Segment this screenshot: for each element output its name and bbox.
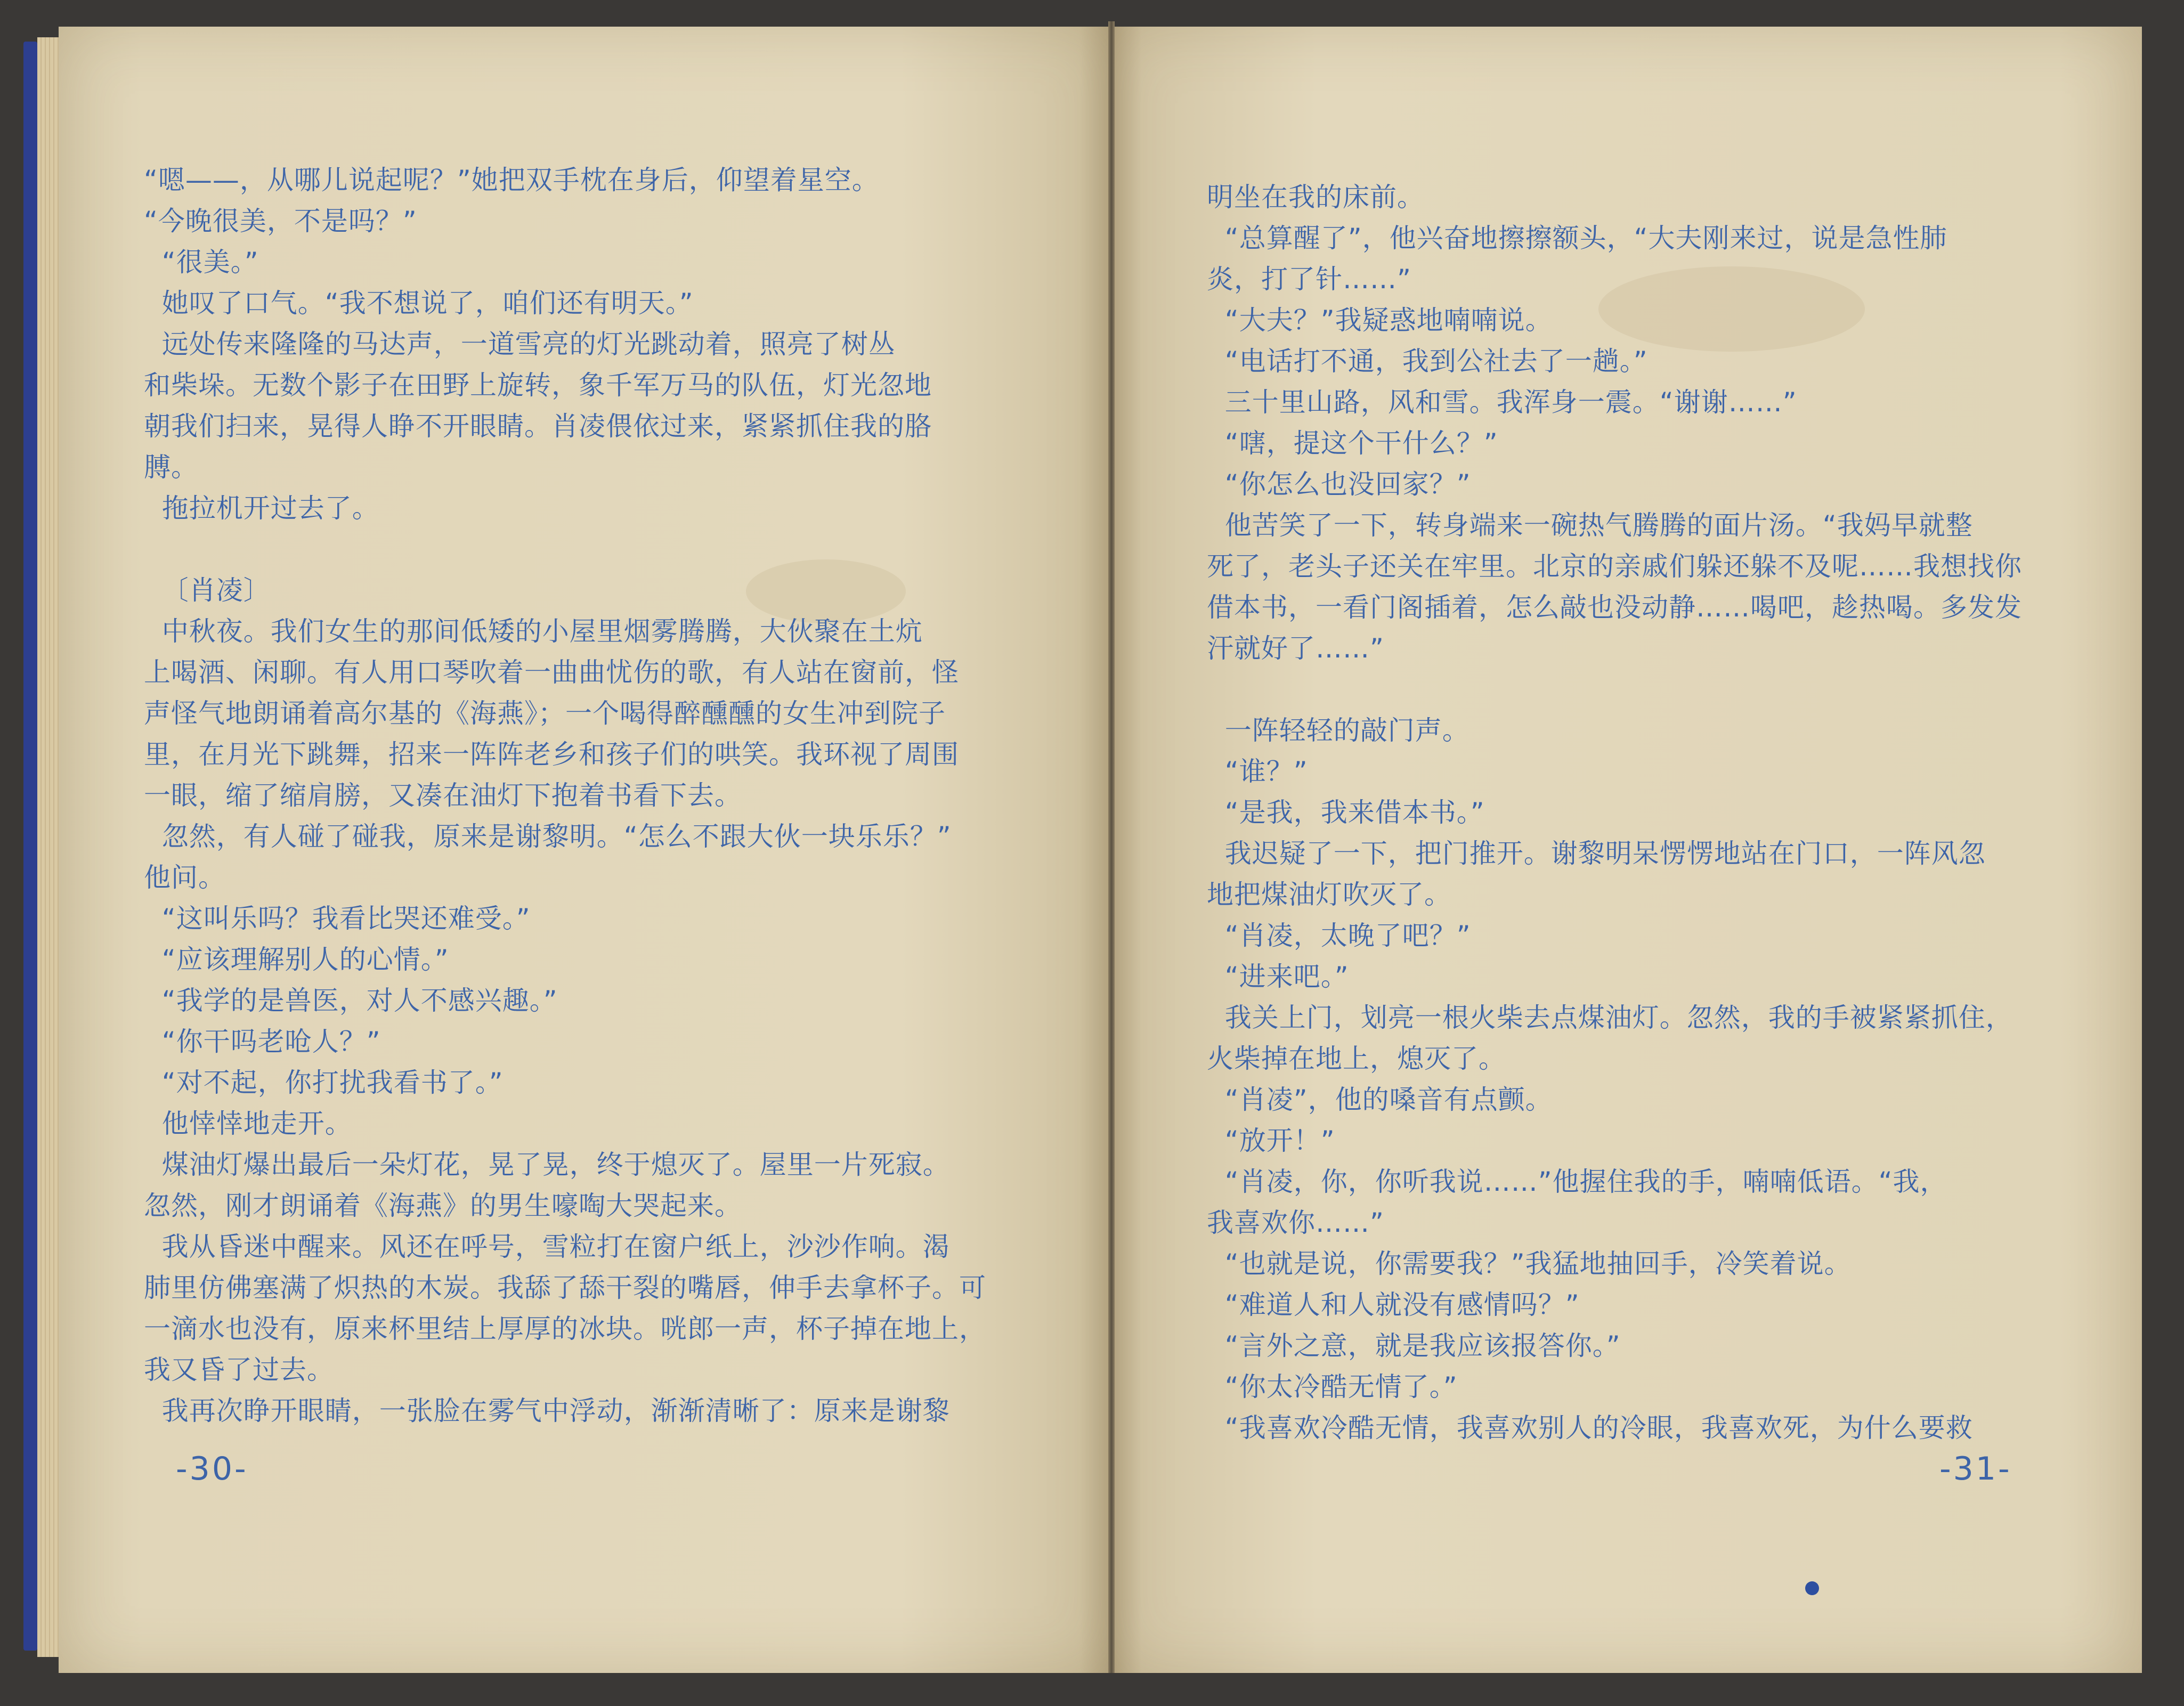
- text-line: “谁？”: [1207, 756, 1308, 787]
- text-line: 肺里仿佛塞满了炽热的木炭。我舔了舔干裂的嘴唇，伸手去拿杯子。可: [144, 1272, 986, 1303]
- text-line: “大夫？”我疑惑地喃喃说。: [1207, 305, 1553, 336]
- text-line: “肖凌”，他的嗓音有点颤。: [1207, 1084, 1553, 1115]
- text-line: 一滴水也没有，原来杯里结上厚厚的冰块。咣郎一声，杯子掉在地上，: [144, 1313, 986, 1344]
- text-line: 忽然，有人碰了碰我，原来是谢黎明。“怎么不跟大伙一块乐乐？”: [144, 821, 952, 852]
- text-line: “难道人和人就没有感情吗？”: [1207, 1289, 1580, 1320]
- text-line: “总算醒了”，他兴奋地擦擦额头，“大夫刚来过，说是急性肺: [1207, 223, 1947, 254]
- text-line: “言外之意，就是我应该报答你。”: [1207, 1330, 1621, 1361]
- text-line: 上喝酒、闲聊。有人用口琴吹着一曲曲忧伤的歌，有人站在窗前，怪: [144, 657, 959, 688]
- text-line: “嗯——，从哪儿说起呢？”她把双手枕在身后，仰望着星空。: [144, 165, 879, 196]
- text-line: “你太冷酷无情了。”: [1207, 1371, 1458, 1402]
- text-line: 中秋夜。我们女生的那间低矮的小屋里烟雾腾腾，大伙聚在土炕: [144, 616, 923, 647]
- text-line: 我迟疑了一下，把门推开。谢黎明呆愣愣地站在门口，一阵风忽: [1207, 838, 1986, 869]
- text-line: “这叫乐吗？我看比哭还难受。”: [144, 903, 531, 934]
- text-line: 朝我们扫来，晃得人睁不开眼睛。肖凌偎依过来，紧紧抓住我的胳: [144, 411, 932, 442]
- text-line: 我关上门，划亮一根火柴去点煤油灯。忽然，我的手被紧紧抓住，: [1207, 1002, 2013, 1033]
- text-line: 死了，老头子还关在牢里。北京的亲戚们躲还躲不及呢……我想找你: [1207, 551, 2022, 582]
- text-line: 我又昏了过去。: [144, 1354, 334, 1385]
- page-number-right: -31-: [1939, 1450, 2012, 1488]
- text-line: 和柴垛。无数个影子在田野上旋转，象千军万马的队伍，灯光忽地: [144, 370, 932, 401]
- text-line: 他悻悻地走开。: [144, 1108, 352, 1139]
- text-line: “进来吧。”: [1207, 961, 1349, 992]
- text-line: 远处传来隆隆的马达声，一道雪亮的灯光跳动着，照亮了树丛: [144, 329, 896, 360]
- text-line: 一眼，缩了缩肩膀，又凑在油灯下抱着书看下去。: [144, 780, 742, 811]
- text-line: “放开！”: [1207, 1125, 1335, 1156]
- text-line: “很美。”: [144, 247, 259, 278]
- text-line: 借本书，一看门阁插着，怎么敲也没动静……喝吧，趁热喝。多发发: [1207, 592, 2022, 623]
- book-cover-edge: [23, 42, 37, 1651]
- text-line: “今晚很美，不是吗？”: [144, 206, 417, 237]
- text-line: “也就是说，你需要我？”我猛地抽回手，冷笑着说。: [1207, 1248, 1852, 1279]
- text-line: 膊。: [144, 452, 198, 483]
- text-line: 她叹了口气。“我不想说了，咱们还有明天。”: [144, 288, 694, 319]
- text-line: 汗就好了……”: [1207, 633, 1384, 664]
- text-line: “你怎么也没回家？”: [1207, 469, 1471, 500]
- text-line: “是我，我来借本书。”: [1207, 797, 1485, 828]
- text-line: 〔肖凌〕: [144, 575, 271, 606]
- text-line: 我喜欢你……”: [1207, 1207, 1384, 1238]
- text-line: 地把煤油灯吹灭了。: [1207, 879, 1451, 910]
- text-line: “你干吗老呛人？”: [144, 1026, 381, 1057]
- right-page-text: [1207, 177, 2107, 1449]
- text-line: “肖凌，你，你听我说……”他握住我的手，喃喃低语。“我，: [1207, 1166, 1947, 1197]
- page-number-left: -30-: [176, 1450, 248, 1488]
- left-page-text: [144, 160, 1044, 1432]
- text-line: 里，在月光下跳舞，招来一阵阵老乡和孩子们的哄笑。我环视了周围: [144, 739, 959, 770]
- text-line: 煤油灯爆出最后一朵灯花，晃了晃，终于熄灭了。屋里一片死寂。: [144, 1149, 950, 1180]
- text-line: “嗐，提这个干什么？”: [1207, 428, 1498, 459]
- ink-dot-mark: [1805, 1581, 1819, 1595]
- text-line: 他问。: [144, 862, 225, 893]
- text-line: “电话打不通，我到公社去了一趟。”: [1207, 346, 1648, 377]
- book-gutter: [1108, 21, 1115, 1673]
- text-line: 我再次睁开眼睛，一张脸在雾气中浮动，渐渐清晰了：原来是谢黎: [144, 1395, 950, 1426]
- text-line: [144, 529, 1044, 570]
- text-line: 火柴掉在地上，熄灭了。: [1207, 1043, 1506, 1074]
- text-line: 我从昏迷中醒来。风还在呼号，雪粒打在窗户纸上，沙沙作响。渴: [144, 1231, 950, 1262]
- text-line: 声怪气地朗诵着高尔基的《海燕》；一个喝得醉醺醺的女生冲到院子: [144, 698, 946, 729]
- text-line: 明坐在我的床前。: [1207, 182, 1424, 213]
- text-line: “我学的是兽医，对人不感兴趣。”: [144, 985, 558, 1016]
- text-line: 三十里山路，风和雪。我浑身一震。“谢谢……”: [1207, 387, 1797, 418]
- text-line: “对不起，你打扰我看书了。”: [144, 1067, 504, 1098]
- text-line: 他苦笑了一下，转身端来一碗热气腾腾的面片汤。“我妈早就整: [1207, 510, 1973, 541]
- text-line: 一阵轻轻的敲门声。: [1207, 715, 1469, 746]
- text-line: “我喜欢冷酷无情，我喜欢别人的冷眼，我喜欢死，为什么要救: [1207, 1412, 1973, 1443]
- text-line: 拖拉机开过去了。: [144, 493, 379, 524]
- text-line: 忽然，刚才朗诵着《海燕》的男生嚎啕大哭起来。: [144, 1190, 742, 1221]
- text-line: “肖凌，太晚了吧？”: [1207, 920, 1471, 951]
- text-line: [1207, 669, 2107, 710]
- text-line: “应该理解别人的心情。”: [144, 944, 449, 975]
- text-line: 炎，打了针……”: [1207, 264, 1411, 295]
